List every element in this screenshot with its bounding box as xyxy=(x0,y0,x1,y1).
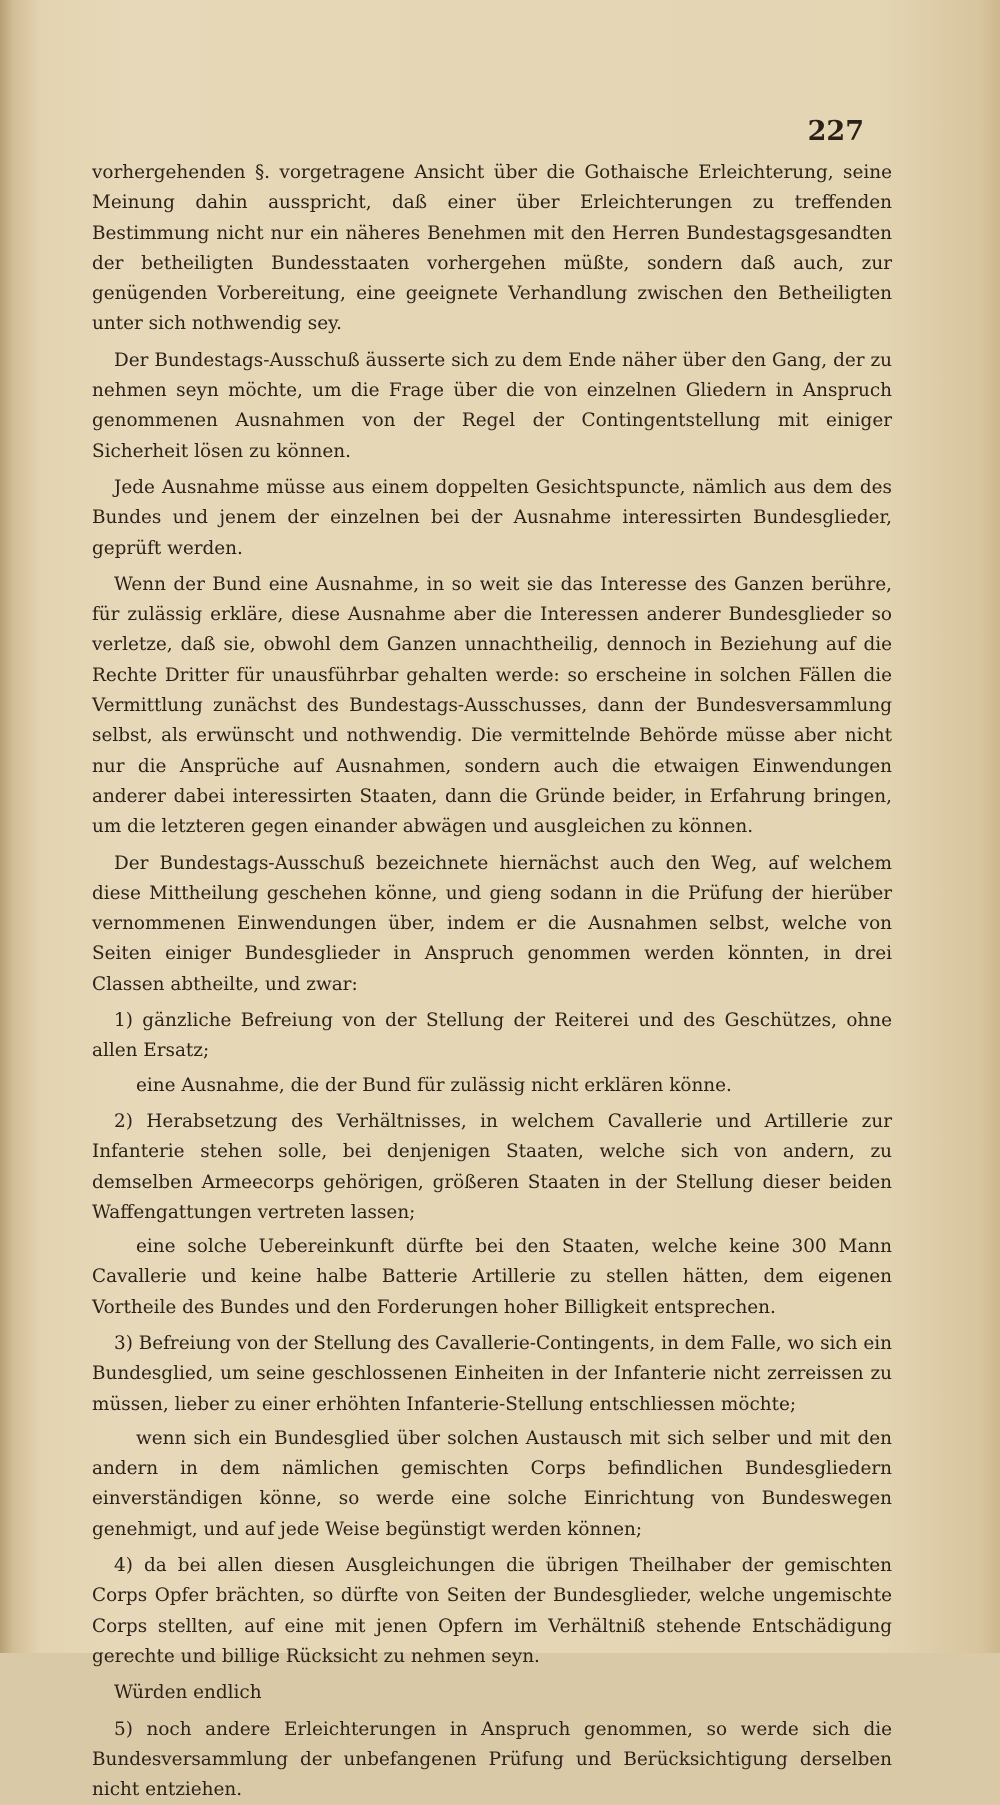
page-binding-edge xyxy=(0,0,14,1653)
body-text xyxy=(92,158,892,1805)
paragraph-continuation: vorhergehenden §. vorgetragene Ansicht über die Gothaische Erleichterung, seine Meinung dahin ausspricht, daß einer über Erleichterungen zu treffenden Bestimmung nicht nur ein näheres Benehmen mit den Herren Bundestagsgesandten der betheiligten Bundesstaaten vorhergehen müßte, sondern daß auch, zur genügenden Vorbereitung, eine geeignete Verhandlung zwischen den Betheiligten unter sich nothwendig sey. xyxy=(92,162,892,335)
list-item-1: 1) gänzliche Befreiung von der Stellung der Reiterei und des Geschützes, ohne allen Ersatz; xyxy=(92,1010,892,1062)
paragraph: Der Bundestags-Ausschuß äusserte sich zu dem Ende näher über den Gang, der zu nehmen seyn möchte, um die Frage über die von einzelnen Gliedern in Anspruch genommenen Ausnahmen von der Regel der Contingentstellung mit einiger Sicherheit lösen zu können. xyxy=(92,349,892,462)
list-transition: Würden endlich xyxy=(114,1682,262,1704)
list-item-1-note: eine Ausnahme, die der Bund für zulässig nicht erklären könne. xyxy=(136,1074,732,1096)
list-item-2: 2) Herabsetzung des Verhältnisses, in welchem Cavallerie und Artillerie zur Infanterie stehen solle, bei denjenigen Staaten, welche sich von andern, zu demselben Armeecorps gehörigen, größeren Staaten in der Stellung dieser beiden Waffengattungen vertreten lassen; xyxy=(92,1110,892,1223)
list-item-4: 4) da bei allen diesen Ausgleichungen die übrigen Theilhaber der gemischten Corps Opfer brächten, so dürfte von Seiten der Bundesglieder, welche ungemischte Corps stellten, auf eine mit jenen Opfern im Verhältniß stehende Entschädigung gerechte und billige Rücksicht zu nehmen seyn. xyxy=(92,1555,892,1667)
list-item-5: 5) noch andere Erleichterungen in Anspruch genommen, so werde sich die Bundesversammlung der unbefangenen Prüfung und Berücksichtigung derselben nicht entziehen. xyxy=(92,1718,892,1801)
page-number: 227 xyxy=(807,116,864,147)
paragraph: Der Bundestags-Ausschuß bezeichnete hiernächst auch den Weg, auf welchem diese Mittheilung geschehen könne, und gieng sodann in die Prüfung der hierüber vernommenen Einwendungen über, indem er die Ausnahmen selbst, welche von Seiten einiger Bundesglieder in Anspruch genommen werden könnten, in drei Classen abtheilte, und zwar: xyxy=(92,852,892,995)
paragraph: Jede Ausnahme müsse aus einem doppelten Gesichtspuncte, nämlich aus dem des Bundes und jenem der einzelnen bei der Ausnahme interessirten Bundesglieder, geprüft werden. xyxy=(92,476,892,559)
paragraph: Wenn der Bund eine Ausnahme, in so weit sie das Interesse des Ganzen berühre, für zulässig erkläre, diese Ausnahme aber die Interessen anderer Bundesglieder so verletze, daß sie, obwohl dem Ganzen unnachtheilig, dennoch in Beziehung auf die Rechte Dritter für unausführbar gehalten werde: so erscheine in solchen Fällen die Vermittlung zunächst des Bundestags-Ausschusses, dann der Bundesversammlung selbst, als erwünscht und nothwendig. Die vermittelnde Behörde müsse aber nicht nur die Ansprüche auf Ausnahmen, sondern auch die etwaigen Einwendungen anderer dabei interessirten Staaten, dann die Gründe beider, in Erfahrung bringen, um die letzteren gegen einander abwägen und ausgleichen zu können. xyxy=(92,573,892,838)
list-item-3-note: wenn sich ein Bundesglied über solchen Austausch mit sich selber und mit den andern in dem nämlichen gemischten Corps befindlichen Bundesgliedern einverständigen könne, so werde eine solche Einrichtung von Bundeswegen genehmigt, und auf jede Weise begünstigt werden können; xyxy=(92,1427,892,1540)
list-item-2-note: eine solche Uebereinkunft dürfte bei den Staaten, welche keine 300 Mann Cavallerie und keine halbe Batterie Artillerie zu stellen hätten, dem eigenen Vortheile des Bundes und den Forderungen hoher Billigkeit entsprechen. xyxy=(92,1236,892,1318)
list-item-3: 3) Befreiung von der Stellung des Cavallerie-Contingents, in dem Falle, wo sich ein Bundesglied, um seine geschlossenen Einheiten in der Infanterie nicht zerreissen zu müssen, lieber zu einer erhöhten Infanterie-Stellung entschliessen möchte; xyxy=(92,1332,892,1415)
